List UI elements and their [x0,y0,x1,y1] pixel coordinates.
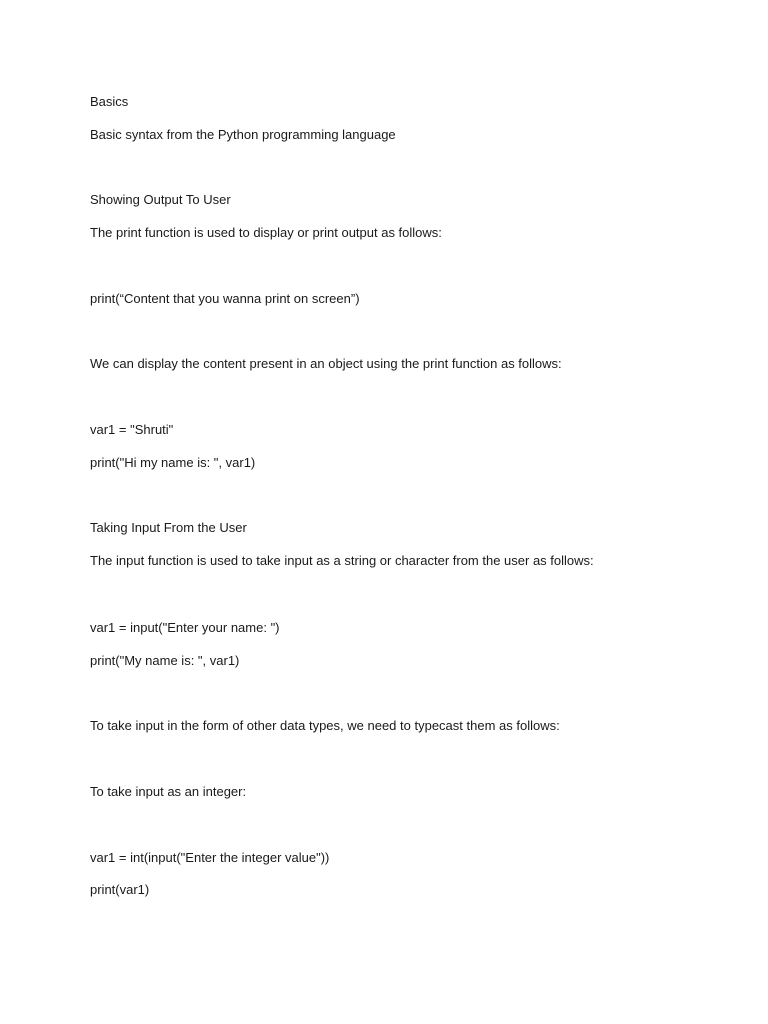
code-line-print-name: print("My name is: ", var1) [90,653,240,668]
section-heading-input: Taking Input From the User [90,520,247,535]
code-line-print: print(“Content that you wanna print on screen”) [90,291,360,306]
code-line-input: var1 = input("Enter your name: ") [90,620,280,635]
paragraph-print-function: The print function is used to display or print output as follows: [90,225,442,240]
paragraph-integer-input: To take input as an integer: [90,784,247,799]
code-line-print-int: print(var1) [90,882,150,897]
paragraph-print-object: We can display the content present in an object using the print function as follows: [90,356,562,371]
paragraph-typecast: To take input in the form of other data types, we need to typecast them as follows: [90,718,560,733]
code-line-print-var: print("Hi my name is: ", var1) [90,455,256,470]
code-line-int-input: var1 = int(input("Enter the integer value")) [90,850,330,865]
section-heading-output: Showing Output To User [90,192,231,207]
paragraph-input-function: The input function is used to take input as a string or character from the user as follows: [90,553,594,568]
document-title: Basics [90,94,129,109]
code-line-assign: var1 = "Shruti" [90,422,174,437]
document-subtitle: Basic syntax from the Python programming language [90,127,396,142]
